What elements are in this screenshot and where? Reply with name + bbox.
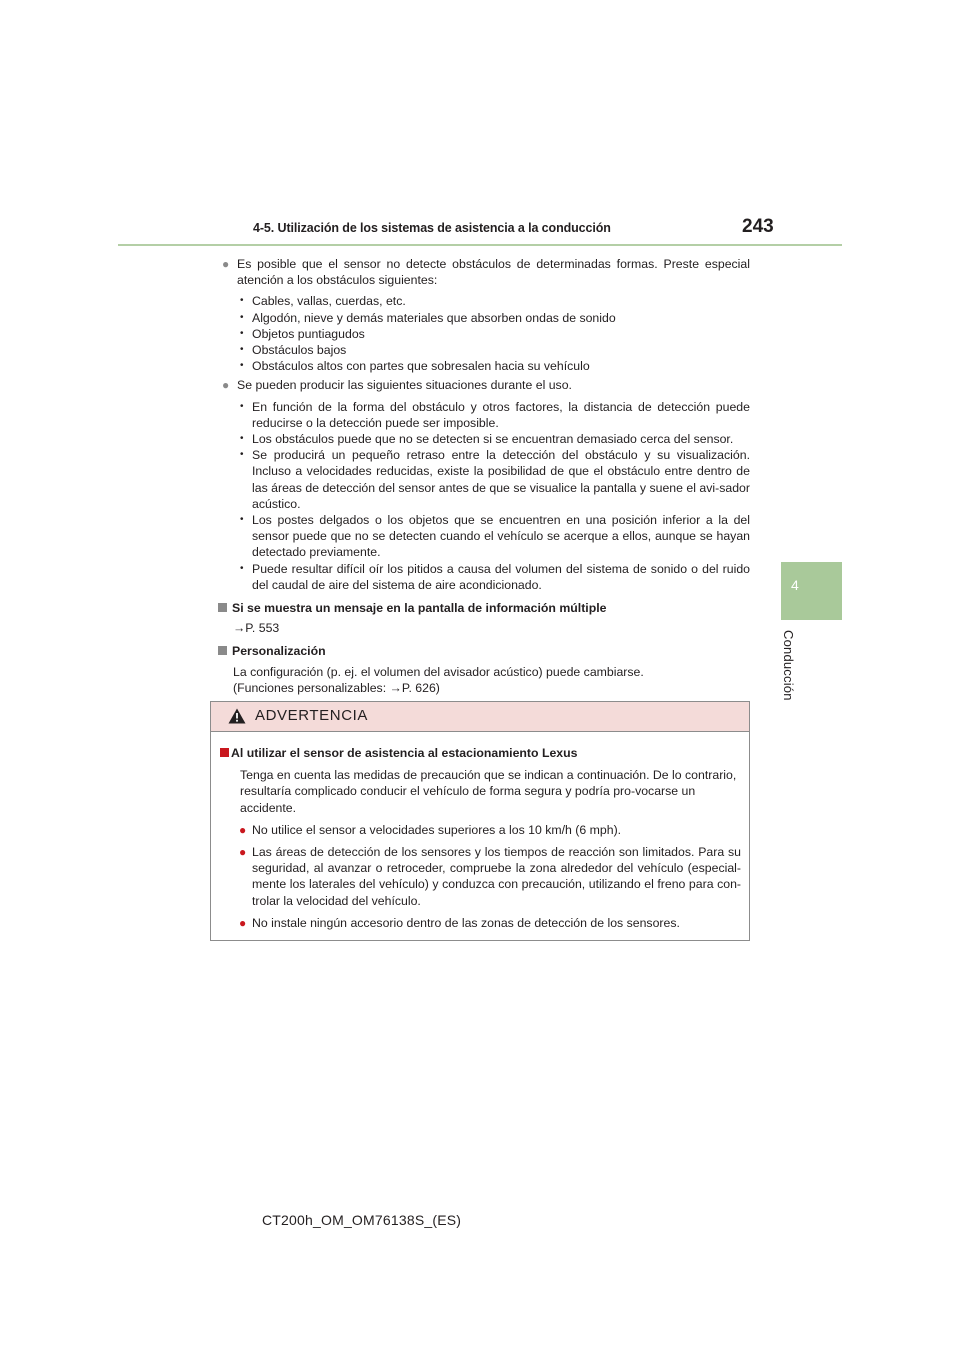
note-bullet — [222, 256, 750, 288]
situation-list — [238, 399, 750, 593]
warning-item: ● No instale ningún accesorio dentro de las zonas de detección de los sensores. — [239, 915, 680, 930]
customization-reference[interactable]: (Funciones personalizables: →P. 626) — [233, 680, 440, 695]
header-divider — [118, 244, 842, 246]
obstacle-list — [238, 293, 750, 374]
chapter-heading: 4-5. Utilización de los sistemas de asistencia a la conducción — [253, 221, 611, 235]
document-code: CT200h_OM_OM76138S_(ES) — [262, 1212, 462, 1228]
list-item: • Cables, vallas, cuerdas, etc. — [238, 293, 750, 309]
chapter-tab-number: 4 — [791, 577, 799, 593]
customization-text — [222, 664, 750, 696]
list-item: • Obstáculos bajos — [238, 342, 750, 358]
circle-bullet-icon: ● — [222, 378, 230, 393]
section-heading-customization: Personalización — [222, 643, 750, 659]
note-text: Es posible que el sensor no detecte obstáculos de determinadas formas. Preste especial atención a los obstáculos siguientes: — [237, 257, 750, 288]
chapter-tab-label-container — [776, 630, 806, 720]
list-item: • Objetos puntiagudos — [238, 326, 750, 342]
note-text: Se pueden producir las siguientes situaciones durante el uso. — [237, 378, 572, 393]
square-bullet-icon — [218, 603, 227, 612]
list-item: • Algodón, nieve y demás materiales que absorben ondas de sonido — [238, 310, 750, 326]
note-bullet — [222, 377, 750, 393]
list-item: • Puede resultar difícil oír los pitidos a causa del volumen del sistema de sonido o del ruido del caudal de aire del sistema de aire acondicionado. — [238, 561, 750, 593]
chapter-tab — [781, 562, 842, 620]
circle-bullet-icon: ● — [239, 822, 247, 837]
page-reference[interactable]: →P. 553 — [233, 621, 280, 636]
list-item: • Se producirá un pequeño retraso entre la detección del obstáculo y su visualización. Incluso a velocidades reducidas, existe la posibilidad de que el obstáculo entre dentro de las áreas de detección del sensor antes de que se visualice la pantalla y suene el avi-sador acústico. — [238, 447, 750, 512]
section-heading-message: Si se muestra un mensaje en la pantalla de información múltiple — [222, 600, 750, 616]
warning-section-heading: Al utilizar el sensor de asistencia al estacionamiento Lexus — [221, 745, 741, 761]
warning-intro: Tenga en cuenta las medidas de precaución que se indican a continuación. De lo contrario, resultaría complicado conducir el vehículo de forma segura y podría pro-vocarse un accidente. — [240, 768, 737, 815]
warning-header — [211, 702, 749, 732]
warning-title: ADVERTENCIA — [255, 707, 369, 724]
square-bullet-icon — [218, 646, 227, 655]
customization-line: La configuración (p. ej. el volumen del avisador acústico) puede cambiarse. — [233, 664, 644, 679]
warning-item: ● Las áreas de detección de los sensores y los tiempos de reacción son limitados. Para su seguridad, al avanzar o retroceder, compruebe la zona alrededor del vehículo (especial-mente los laterales del vehículo) y conduzca con precaución, utilizando el freno para con-trolar la velocidad del vehículo. — [239, 845, 741, 908]
warning-body — [211, 732, 749, 931]
circle-bullet-icon: ● — [239, 915, 247, 930]
circle-bullet-icon: ● — [222, 257, 230, 271]
square-bullet-icon — [220, 748, 229, 757]
circle-bullet-icon: ● — [239, 845, 247, 860]
list-item: • Obstáculos altos con partes que sobresalen hacia su vehículo — [238, 358, 750, 374]
chapter-tab-label: Conducción — [781, 630, 796, 701]
list-item: • En función de la forma del obstáculo y otros factores, la distancia de detección puede reducirse o la detección puede ser imposible. — [238, 399, 750, 431]
list-item: • Los postes delgados o los objetos que se encuentren en una posición inferior a la del sensor puede que no se detecten cuando el vehículo se acerque a ellos, aunque se hayan detectado previamente. — [238, 512, 750, 561]
warning-triangle-icon — [228, 708, 246, 724]
list-item: • Los obstáculos puede que no se detecten si se encuentran demasiado cerca del sensor. — [238, 431, 750, 447]
warning-box — [210, 701, 750, 941]
notes-content — [222, 256, 750, 696]
page-number: 243 — [742, 216, 774, 237]
warning-item: ● No utilice el sensor a velocidades superiores a los 10 km/h (6 mph). — [239, 822, 622, 837]
